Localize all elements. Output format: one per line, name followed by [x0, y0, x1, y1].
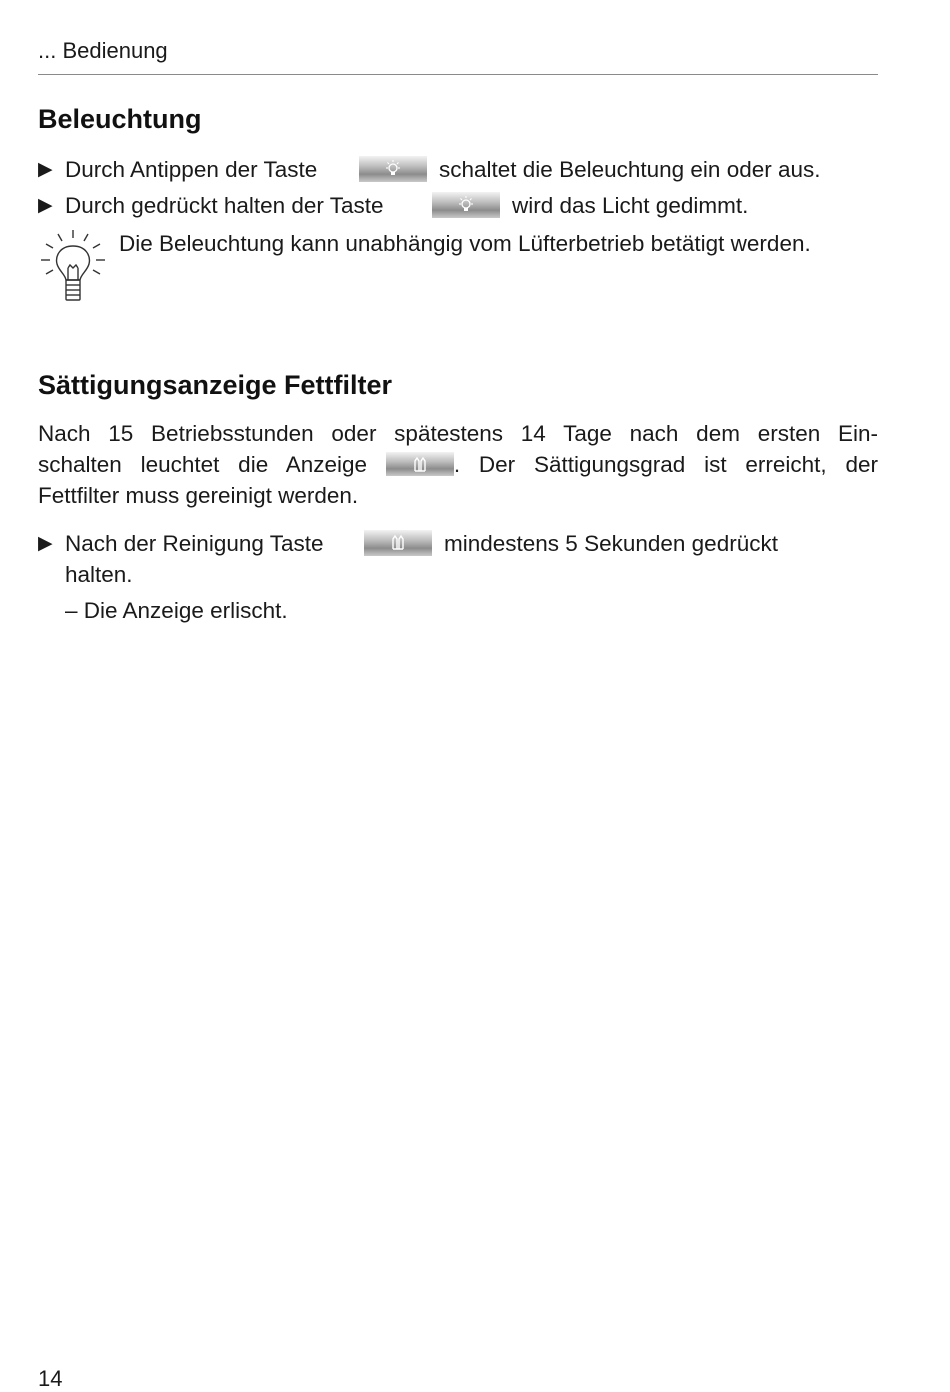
light-key-button — [432, 192, 500, 218]
section-title-fettfilter: Sättigungsanzeige Fettfilter — [38, 370, 393, 400]
paragraph-line-2 — [38, 449, 878, 480]
light-key-button — [359, 156, 427, 182]
filter-indicator — [386, 452, 454, 476]
paragraph-line-2-before: schalten leuchtet die Anzeige — [38, 452, 368, 477]
grease-filter-icon — [413, 455, 427, 472]
section-title-beleuchtung: Beleuchtung — [38, 104, 202, 134]
tip-text: Die Beleuchtung kann unabhängig vom Lüfterbetrieb betätigt werden. — [119, 231, 811, 256]
paragraph-line-3: Fettfilter muss gereinigt werden. — [38, 483, 359, 508]
light-bulb-icon — [457, 195, 475, 213]
light-bulb-icon — [384, 159, 402, 177]
step1-text-after: schaltet die Beleuchtung ein oder aus. — [439, 157, 821, 182]
step2-text-after: wird das Licht gedimmt. — [512, 193, 749, 218]
filter-key-button — [364, 530, 432, 556]
grease-filter-icon — [391, 533, 405, 550]
step1-text-before: Durch Antippen der Taste — [65, 157, 318, 182]
result-text: – Die Anzeige erlischt. — [65, 598, 288, 623]
step3-text-continued: halten. — [65, 562, 133, 587]
paragraph-line-1: Nach 15 Betriebsstunden oder spätestens 14 Tage nach dem ersten Ein- — [38, 421, 878, 446]
paragraph-line-2-after: . Der Sättigungsgrad ist erreicht, der — [453, 452, 878, 477]
page-header — [38, 36, 878, 75]
bullet-arrow-icon: ▶ — [38, 159, 53, 180]
page-number: 14 — [38, 1366, 63, 1391]
header-title: ... Bedienung — [38, 38, 168, 63]
step3-text-before: Nach der Reinigung Taste — [65, 531, 324, 556]
step3-text-after: mindestens 5 Sekunden gedrückt — [444, 531, 778, 556]
bullet-arrow-icon: ▶ — [38, 533, 53, 554]
bullet-arrow-icon: ▶ — [38, 195, 53, 216]
lightbulb-tip-icon — [38, 228, 108, 304]
step2-text-before: Durch gedrückt halten der Taste — [65, 193, 384, 218]
